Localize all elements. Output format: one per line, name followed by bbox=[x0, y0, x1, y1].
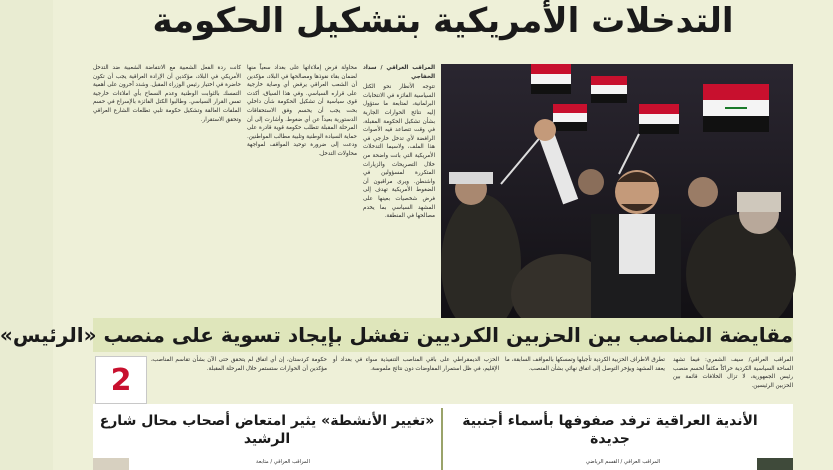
sec-column-1-body: المراقب العراقي/ سيف الشمري: فيما تشهد الساحة السياسية الكردية حراكاً مكثفاً لحسم منصب رئيس الجمهورية، لا تزال الخلافات قائمة بين الحزبين الرئيسين. bbox=[673, 357, 793, 389]
protest-photo-graphic bbox=[441, 64, 793, 318]
column-middle-body: محاولة فرض إملاءاتها على بغداد سعياً منها لضمان بقاء نفوذها ومصالحها في البلاد، مؤكدين أن الشعب العراقي يرفض أي وصاية خارجية على قراره السياسي. وفي هذا السياق، أكدت قوى سياسية أن تشكيل الحكومة شأن داخلي بحت يجب أن يحسم وفق الاستحقاقات الدستورية بعيداً عن أي ضغوط. وأشارت إلى أن المرحلة المقبلة تتطلب حكومة قوية قادرة على حماية السيادة الوطنية وتلبية مطالب المواطنين. ودعت إلى ضرورة توحيد المواقف لمواجهة محاولات التدخل. bbox=[247, 65, 357, 157]
sec-column-4-body: حكومة كردستان، إن أي اتفاق لم يتحقق حتى الآن بشأن تقاسم المناصب، مؤكدين أن الحوارات ستستمر خلال المرحلة المقبلة. bbox=[151, 357, 327, 372]
main-headline: التدخلات الأمريكية بتشكيل الحكومة bbox=[152, 1, 734, 41]
second-headline: مقايضة المناصب بين الحزبين الكرديين تفشل بإيجاد تسوية على منصب «الرئيس» bbox=[0, 323, 793, 347]
sec-column-2-body: تطرق الاطراف الحزبية الكردية تأجيلها وتمسكها بالمواقف السابقة، ما يعقد المشهد ويؤخر التوصل إلى اتفاق نهائي بشأن المنصب. bbox=[505, 357, 665, 372]
column-right-body: تتوجه الأنظار نحو الكتل السياسية الفائزة في الانتخابات البرلمانية، لمتابعة ما ستؤول إليه نتائج الحوارات الجارية بشأن تشكيل الحكومة المقبلة، في وقت تتصاعد فيه الأصوات الرافضة لأي تدخل خارجي في هذا الملف، ولاسيما التدخلات الأمريكية التي باتت واضحة من خلال التصريحات والزيارات المتكررة لمسؤولين في واشنطن. ويرى مراقبون أن الضغوط الأمريكية تهدف إلى فرض شخصيات بعينها على المشهد السياسي بما يخدم مصالحها في المنطقة. bbox=[363, 84, 435, 220]
teaser-left-byline: المراقب العراقي / متابعة bbox=[256, 459, 310, 465]
news-photo bbox=[441, 64, 793, 318]
page-number: 2 bbox=[95, 356, 147, 404]
sec-column-2 bbox=[505, 356, 665, 402]
teaser-right-thumbnail bbox=[757, 458, 793, 470]
sec-column-1 bbox=[673, 356, 793, 402]
teaser-right-headline[interactable]: الأندية العراقية ترفد صفوفها بأسماء أجنبية جديدة bbox=[462, 413, 758, 447]
teaser-right-byline: المراقب العراقي / القسم الرياضي bbox=[585, 459, 661, 465]
teaser-divider bbox=[441, 408, 443, 470]
flag-icon bbox=[531, 64, 571, 94]
sec-column-3-body: الحزب الديمقراطي على باقي المناصب التنفيذية سواء في بغداد أو الإقليم، في ظل استمرار المفاوضات دون نتائج ملموسة. bbox=[333, 357, 499, 372]
text-column-right bbox=[363, 64, 435, 318]
column-left-body: كانت ردة الفعل الشعبية مع الانتفاضة الشعبية ضد التدخل الأمريكي في البلاد، مؤكدين أن الإرادة العراقية يجب أن تكون حاضرة في اختيار رئيس الوزراء المقبل. وشدد آخرون على أهمية التمسك بالثوابت الوطنية وعدم السماح بأي املاءات خارجية تمس القرار السياسي. وطالبوا الكتل الفائزة بالإسراع في حسم الملفات العالقة وتشكيل حكومة تلبي تطلعات الشارع العراقي وتحقق الاستقرار. bbox=[93, 65, 241, 123]
teaser-left-headline[interactable]: «تغيير الأنشطة» يثير امتعاض أصحاب محال شارع الرشيد bbox=[99, 413, 435, 447]
teaser-left-thumbnail bbox=[93, 458, 129, 470]
text-column-left bbox=[93, 64, 241, 318]
dateline: المراقب العراقي / سداد الخفاجي bbox=[363, 65, 435, 80]
sec-column-4 bbox=[151, 356, 327, 402]
sec-column-3 bbox=[333, 356, 499, 402]
text-column-middle bbox=[247, 64, 357, 318]
